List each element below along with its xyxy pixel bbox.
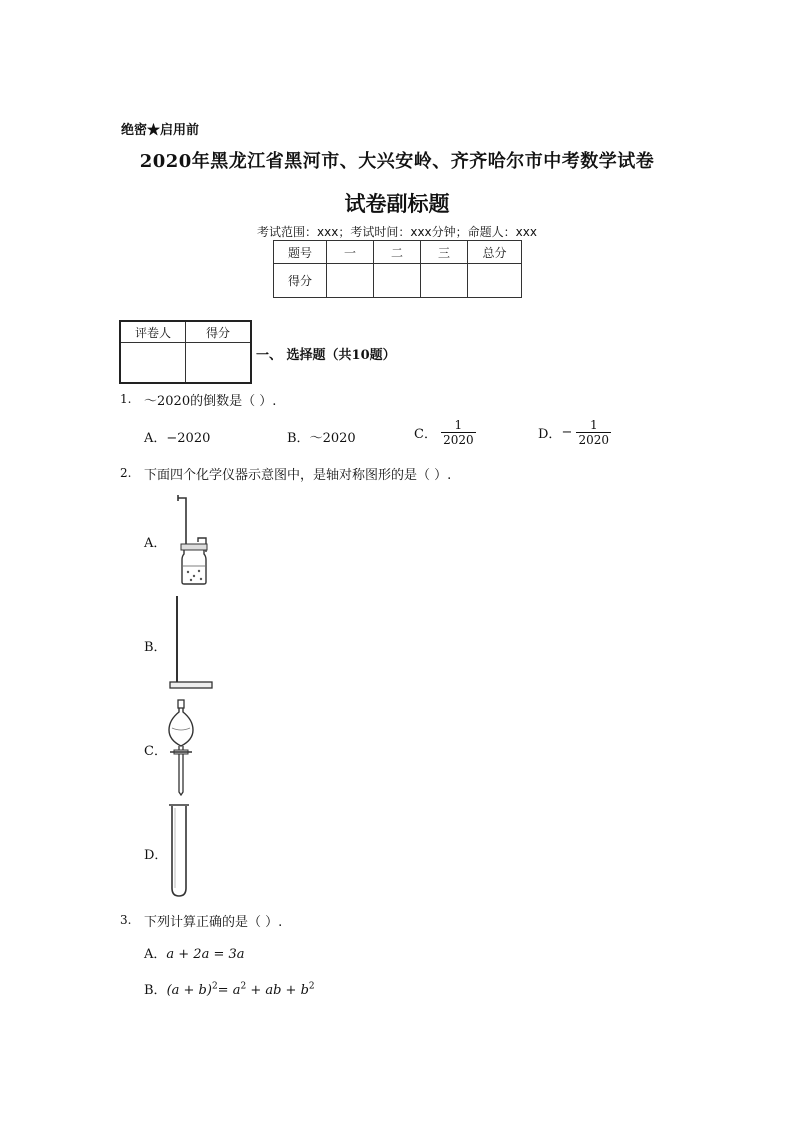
fraction bbox=[576, 418, 611, 447]
option-d bbox=[538, 418, 611, 447]
formula-rhs-b: + ab + b bbox=[246, 983, 309, 998]
formula-lhs: (a + b) bbox=[166, 983, 212, 998]
gas-washing-bottle-icon bbox=[176, 494, 216, 586]
score-header-cell: 题号 bbox=[274, 241, 327, 264]
option-c bbox=[414, 418, 476, 447]
score-header-cell: 总分 bbox=[468, 241, 522, 264]
exam-title: 2020年黑龙江省黑河市、大兴安岭、齐齐哈尔市中考数学试卷 bbox=[139, 151, 655, 172]
fraction-numerator: 1 bbox=[441, 418, 476, 433]
grader-table-header-row bbox=[120, 321, 251, 343]
grader-header-cell: 得分 bbox=[186, 321, 252, 343]
grader-cell bbox=[186, 343, 252, 384]
option-label: C． bbox=[414, 427, 437, 442]
score-header-cell: 三 bbox=[421, 241, 468, 264]
option-a bbox=[144, 427, 210, 446]
option-formula: a + 2a = 3a bbox=[166, 947, 245, 962]
exam-subtitle: 试卷副标题 bbox=[344, 191, 450, 216]
option-value: −2020 bbox=[166, 431, 211, 446]
grader-header-cell: 评卷人 bbox=[120, 321, 186, 343]
score-table-header-row bbox=[274, 241, 522, 264]
fraction-denominator: 2020 bbox=[443, 433, 474, 447]
score-cell bbox=[468, 264, 522, 298]
secret-label: 绝密★启用前 bbox=[121, 123, 200, 138]
question-number: 2. bbox=[120, 466, 132, 480]
section-title: 一、 选择题（共10题） bbox=[256, 348, 396, 363]
question-number: 1. bbox=[120, 392, 132, 406]
score-header-cell: 一 bbox=[327, 241, 374, 264]
score-header-cell: 二 bbox=[374, 241, 421, 264]
exam-info: 考试范围：xxx；考试时间：xxx分钟；命题人：xxx bbox=[257, 225, 537, 239]
grader-table-row bbox=[120, 343, 251, 384]
fraction-numerator: 1 bbox=[576, 418, 611, 433]
question-text: 下面四个化学仪器示意图中，是轴对称图形的是（ ）. bbox=[144, 468, 452, 483]
option-label: D． bbox=[144, 848, 168, 863]
score-cell bbox=[374, 264, 421, 298]
option-label: C． bbox=[144, 744, 167, 759]
option-label: A． bbox=[144, 536, 167, 551]
iron-stand-icon bbox=[166, 594, 216, 692]
fraction bbox=[441, 418, 476, 447]
option-label: B． bbox=[144, 640, 167, 655]
option-label: A． bbox=[144, 947, 167, 962]
option-label: B． bbox=[144, 983, 167, 998]
option-value: ～2020 bbox=[309, 431, 356, 446]
test-tube-icon bbox=[166, 802, 192, 900]
grader-cell bbox=[120, 343, 186, 384]
formula-rhs-a: = a bbox=[217, 983, 241, 998]
fraction-denominator: 2020 bbox=[578, 433, 610, 447]
grader-table bbox=[119, 320, 252, 384]
question-text: ～2020的倒数是（ ）. bbox=[144, 394, 277, 409]
option-b bbox=[287, 427, 356, 446]
score-table bbox=[273, 240, 522, 298]
score-cell bbox=[421, 264, 468, 298]
option-label: B． bbox=[287, 431, 310, 446]
option-label: D． bbox=[538, 427, 562, 442]
question-text: 下列计算正确的是（ ）. bbox=[144, 915, 283, 930]
option-b bbox=[144, 979, 315, 998]
minus-sign: − bbox=[561, 425, 573, 440]
separatory-funnel-icon bbox=[166, 698, 196, 796]
option-label: A． bbox=[144, 431, 167, 446]
score-row-label: 得分 bbox=[274, 264, 327, 298]
score-table-row bbox=[274, 264, 522, 298]
question-number: 3. bbox=[120, 913, 132, 927]
score-cell bbox=[327, 264, 374, 298]
option-a bbox=[144, 943, 245, 962]
exponent: 2 bbox=[211, 981, 218, 992]
exponent: 2 bbox=[308, 981, 315, 992]
exponent: 2 bbox=[240, 981, 247, 992]
